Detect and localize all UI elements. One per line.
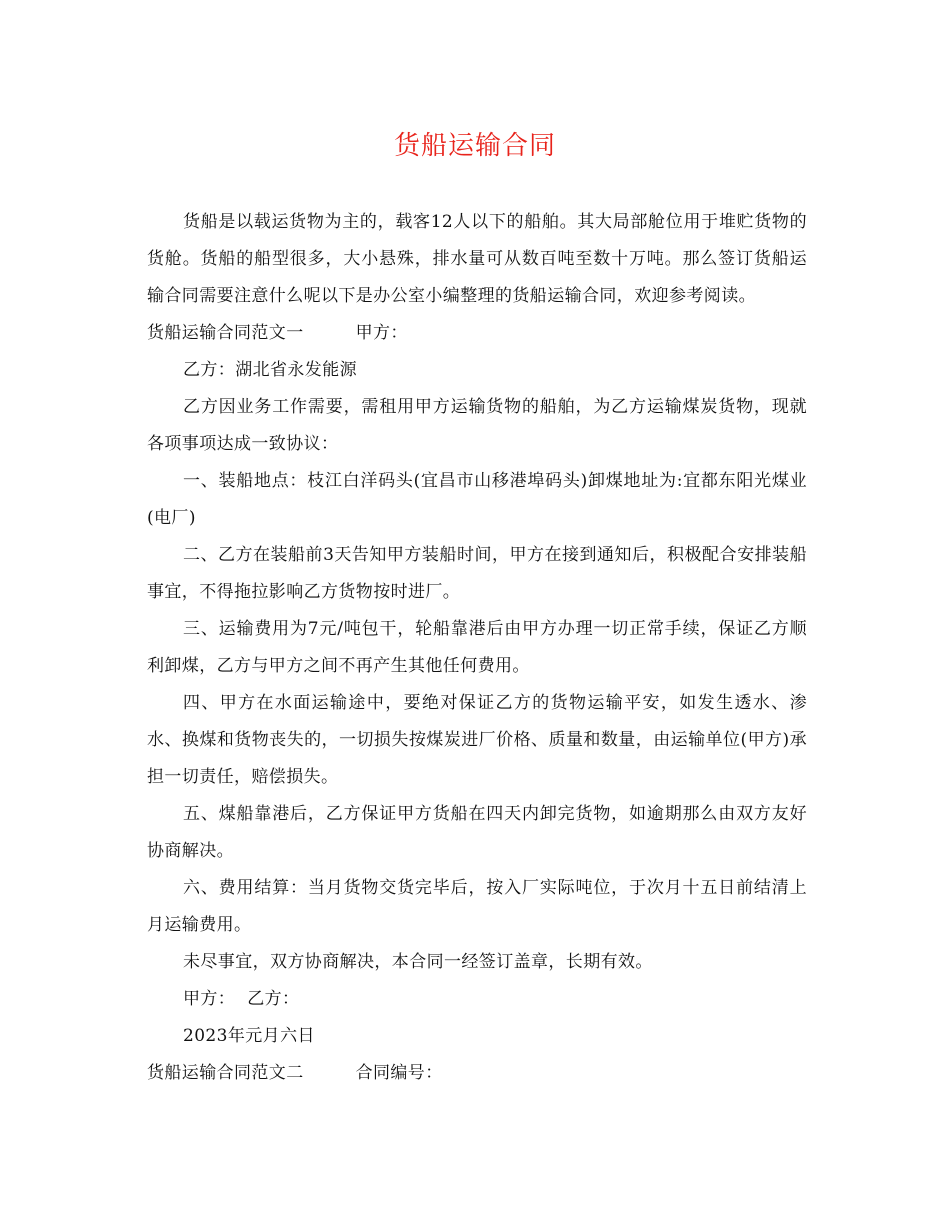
sample1-heading-line [147, 315, 807, 352]
clause-4: 四、甲方在水面运输途中，要绝对保证乙方的货物运输平安，如发生透水、渗水、换煤和货物丧失的，一切损失按煤炭进厂价格、质量和数量，由运输单位(甲方)承担一切责任，赔偿损失。 [147, 693, 807, 787]
sign-party-b: 乙方： [247, 989, 300, 1009]
document-title: 货船运输合同 [393, 131, 556, 161]
preamble-paragraph: 乙方因业务工作需要，需租用甲方运输货物的船舶，为乙方运输煤炭货物，现就各项事项达成一致协议： [147, 397, 807, 454]
sample2-heading-line [147, 1055, 807, 1092]
document-body [147, 204, 807, 1092]
party-a-label: 甲方： [355, 323, 408, 343]
contract-date: 2023年元月六日 [183, 1026, 315, 1046]
clause-6: 六、费用结算：当月货物交货完毕后，按入厂实际吨位，于次月十五日前结清上月运输费用。 [147, 878, 807, 935]
clause-5: 五、煤船靠港后，乙方保证甲方货船在四天内卸完货物，如逾期那么由双方友好协商解决。 [147, 804, 807, 861]
sample1-heading: 货船运输合同范文一 [147, 323, 304, 343]
signature-line [147, 981, 807, 1018]
clause-1: 一、装船地点：枝江白洋码头(宜昌市山移港埠码头)卸煤地址为:宜都东阳光煤业(电厂) [147, 471, 807, 528]
clause-2: 二、乙方在装船前3天告知甲方装船时间，甲方在接到通知后，积极配合安排装船事宜，不得拖拉影响乙方货物按时进厂。 [147, 545, 807, 602]
sign-party-a: 甲方： [183, 989, 236, 1009]
party-b-line: 乙方：湖北省永发能源 [183, 360, 357, 380]
clause-3: 三、运输费用为7元/吨包干，轮船靠港后由甲方办理一切正常手续，保证乙方顺利卸煤，乙方与甲方之间不再产生其他任何费用。 [147, 619, 807, 676]
contract-number-label: 合同编号： [355, 1063, 443, 1083]
sample2-heading: 货船运输合同范文二 [147, 1063, 304, 1083]
closing-paragraph: 未尽事宜，双方协商解决，本合同一经签订盖章，长期有效。 [183, 952, 653, 972]
intro-paragraph: 货船是以载运货物为主的，载客12人以下的船舶。其大局部舱位用于堆贮货物的货舱。货船的船型很多，大小悬殊，排水量可从数百吨至数十万吨。那么签订货船运输合同需要注意什么呢以下是办公室小编整理的货船运输合同，欢迎参考阅读。 [147, 212, 807, 306]
